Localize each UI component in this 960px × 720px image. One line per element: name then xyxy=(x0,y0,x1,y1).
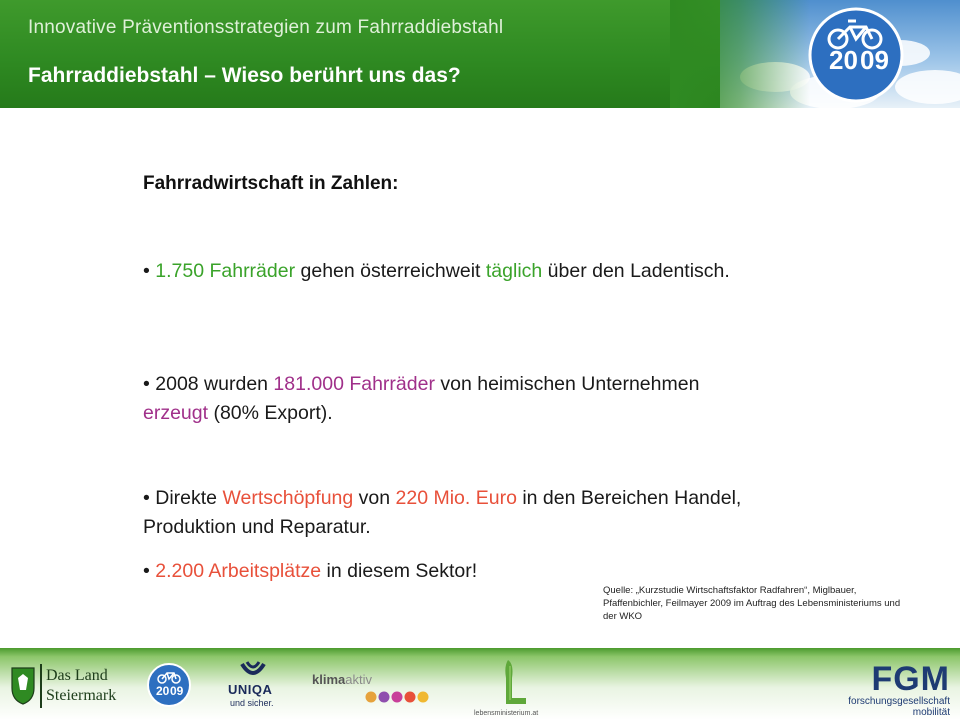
lebensministerium-url: lebensministerium.at xyxy=(474,710,539,717)
steiermark-line2: Steiermark xyxy=(46,687,117,704)
uniqa-logo xyxy=(224,660,284,716)
aktiv-text: aktiv xyxy=(345,672,372,687)
fgm-subtitle-2: mobilität xyxy=(912,707,950,718)
page-title: Fahrraddiebstahl – Wieso berührt uns das? xyxy=(28,64,461,87)
colored-dots-icon xyxy=(364,690,434,704)
svg-text:20: 20 xyxy=(156,684,170,698)
fgm-name: FGM xyxy=(871,660,950,698)
svg-text:09: 09 xyxy=(170,684,184,698)
uniqa-mark-icon xyxy=(238,660,268,682)
header-subtitle: Innovative Präventionsstrategien zum Fahrraddiebstahl xyxy=(28,17,504,38)
bicycle-2009-logo xyxy=(808,7,904,103)
svg-text:09: 09 xyxy=(860,45,889,75)
header-banner xyxy=(0,0,960,108)
bullet-item-2: • 2008 wurden 181.000 Fahrräder von heimischen Unternehmen erzeugt (80% Export). xyxy=(143,373,700,424)
steiermark-logo xyxy=(10,664,117,708)
small-2009-logo xyxy=(146,662,192,708)
coat-of-arms-icon xyxy=(10,666,36,706)
svg-text:20: 20 xyxy=(829,45,858,75)
klimaaktiv-logo xyxy=(312,672,436,706)
leaf-l-icon xyxy=(498,658,528,708)
bullet-item-4: • 2.200 Arbeitsplätze in diesem Sektor! xyxy=(143,560,478,582)
steiermark-line1: Das Land xyxy=(46,667,108,684)
klima-text: klima xyxy=(312,672,346,687)
fgm-logo xyxy=(848,662,952,718)
footer-logo-bar xyxy=(0,648,960,720)
uniqa-slogan: und sicher. xyxy=(230,698,274,708)
bullet-item-3: • Direkte Wertschöpfung von 220 Mio. Euro in den Bereichen Handel, Produktion und Reparatur. xyxy=(143,487,742,538)
uniqa-name: UNIQA xyxy=(228,682,273,697)
fgm-subtitle-1: forschungsgesellschaft xyxy=(848,696,950,707)
bullet-item-1: • 1.750 Fahrräder gehen österreichweit täglich über den Ladentisch. xyxy=(143,260,730,282)
content-heading: Fahrradwirtschaft in Zahlen: xyxy=(143,173,399,194)
source-note: Quelle: „Kurzstudie Wirtschaftsfaktor Radfahren“, Miglbauer, Pfaffenbichler, Feilmayer 2009 im Auftrag des Lebensministeriums und der WKO xyxy=(603,585,901,622)
lebensministerium-logo xyxy=(466,656,556,718)
